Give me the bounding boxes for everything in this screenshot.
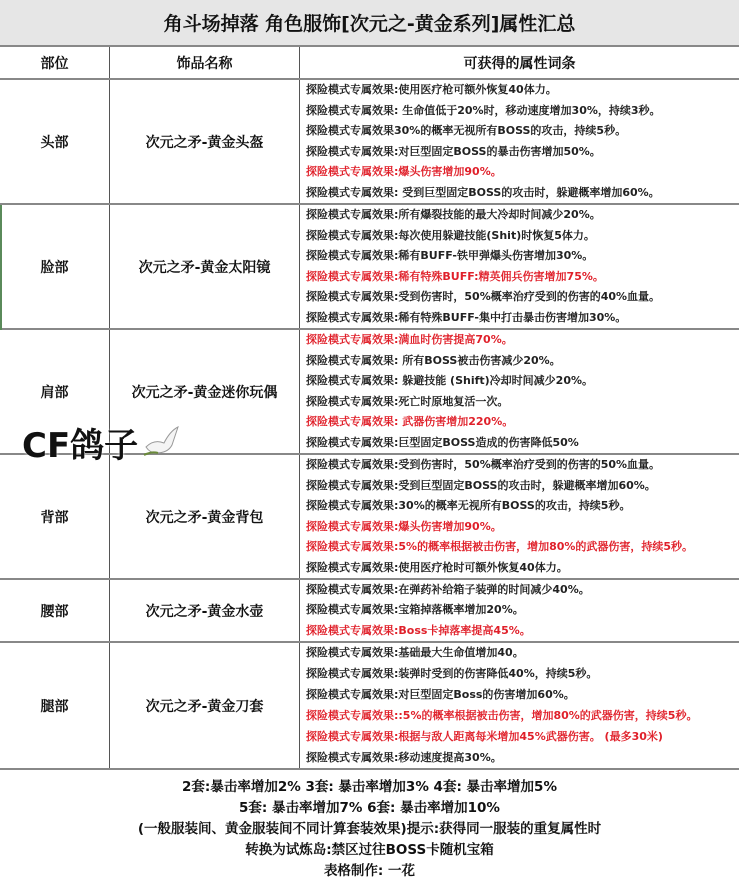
attr-line: 探险模式专属效果:移动速度提高30%。 — [306, 750, 502, 764]
attr-line: 探险模式专属效果: 躲避技能 (Shift)冷却时间减少20%。 — [306, 374, 594, 388]
footer-line: (一般服装间、黄金服装间不同计算套装效果)提示:获得同一服装的重复属性时 — [137, 820, 602, 837]
attr-line: 探险模式专属效果: 受到巨型固定BOSS的攻击时，躲避概率增加60%。 — [306, 185, 660, 199]
attr-line: 探险模式专属效果: 武器伤害增加220%。 — [306, 415, 514, 429]
header-attrs: 可获得的属性词条 — [463, 55, 576, 72]
attr-line: 探险模式专属效果:宝箱掉落概率增加20%。 — [306, 603, 524, 617]
table-header — [0, 47, 739, 80]
part-cell: 腰部 — [0, 580, 110, 641]
attr-line: 探险模式专属效果:巨型固定BOSS造成的伤害降低50% — [306, 435, 579, 449]
attr-line: 探险模式专属效果:30%的概率无视所有BOSS的攻击，持续5秒。 — [306, 499, 631, 513]
part-cell: 背部 — [0, 455, 110, 578]
attrs-cell — [300, 580, 739, 641]
item-name-cell: 次元之矛-黄金头盔 — [110, 80, 300, 203]
dove-icon — [142, 425, 182, 461]
footer-notes — [0, 770, 739, 885]
attr-line: 探险模式专属效果:稀有特殊BUFF:精英佣兵伤害增加75%。 — [306, 269, 604, 283]
attr-line: 探险模式专属效果:稀有BUFF-铁甲弹爆头伤害增加30%。 — [306, 249, 594, 263]
attr-line: 探险模式专属效果:根据与敌人距离每米增加45%武器伤害。 (最多30米) — [306, 729, 663, 743]
attrs-cell — [300, 80, 739, 203]
left-accent-line — [0, 205, 2, 330]
attr-line: 探险模式专属效果:基础最大生命值增加40。 — [306, 646, 524, 660]
attr-line: 探险模式专属效果:Boss卡掉落率提高45%。 — [306, 623, 531, 637]
table-row — [0, 205, 739, 330]
attr-line: 探险模式专属效果30%的概率无视所有BOSS的攻击，持续5秒。 — [306, 124, 627, 138]
attr-line: 探险模式专属效果:使用医疗枪可额外恢复40体力。 — [306, 83, 557, 97]
attr-line: 探险模式专属效果:死亡时原地复活一次。 — [306, 394, 509, 408]
attrs-cell — [300, 330, 739, 453]
watermark — [22, 418, 182, 467]
item-name-cell: 次元之矛-黄金刀套 — [110, 643, 300, 768]
footer-line: 5套: 暴击率增加7% 6套: 暴击率增加10% — [239, 799, 500, 816]
attr-line: 探险模式专属效果:5%的概率根据被击伤害，增加80%的武器伤害，持续5秒。 — [306, 540, 694, 554]
attrs-cell — [300, 643, 739, 768]
attrs-cell — [300, 455, 739, 578]
table-row — [0, 80, 739, 205]
part-cell: 头部 — [0, 80, 110, 203]
table-row — [0, 580, 739, 643]
footer-line: 转换为试炼岛:禁区过往BOSS卡随机宝箱 — [245, 841, 494, 858]
attrs-cell — [300, 205, 739, 328]
attr-line: 探险模式专属效果:使用医疗枪时可额外恢复40体力。 — [306, 560, 568, 574]
footer-line: 2套:暴击率增加2% 3套: 暴击率增加3% 4套: 暴击率增加5% — [182, 778, 557, 795]
item-name-cell: 次元之矛-黄金太阳镜 — [110, 205, 300, 328]
header-part: 部位 — [0, 47, 110, 78]
attr-line: 探险模式专属效果:在弹药补给箱子装弹的时间减少40%。 — [306, 583, 590, 597]
footer-line: 表格制作: 一花 — [323, 862, 416, 879]
part-cell: 腿部 — [0, 643, 110, 768]
item-name-cell: 次元之矛-黄金背包 — [110, 455, 300, 578]
attr-line: 探险模式专属效果:对巨型固定BOSS的暴击伤害增加50%。 — [306, 144, 601, 158]
table-row — [0, 455, 739, 580]
attr-line: 探险模式专属效果:对巨型固定Boss的伤害增加60%。 — [306, 688, 575, 702]
part-cell: 肩部 — [0, 330, 110, 453]
item-name-cell: 次元之矛-黄金水壶 — [110, 580, 300, 641]
attr-line: 探险模式专属效果:装弹时受到的伤害降低40%，持续5秒。 — [306, 667, 598, 681]
attr-line: 探险模式专属效果:每次使用躲避技能(Shit)时恢复5体力。 — [306, 228, 595, 242]
item-name-cell: 次元之矛-黄金迷你玩偶 — [110, 330, 300, 453]
attr-line: 探险模式专属效果: 生命值低于20%时，移动速度增加30%，持续3秒。 — [306, 103, 661, 117]
attr-line: 探险模式专属效果:受到巨型固定BOSS的攻击时，躲避概率增加60%。 — [306, 478, 656, 492]
attr-line: 探险模式专属效果:爆头伤害增加90%。 — [306, 165, 502, 179]
attr-line: 探险模式专属效果::5%的概率根据被击伤害，增加80%的武器伤害，持续5秒。 — [306, 708, 698, 722]
attr-line: 探险模式专属效果:满血时伤害提高70%。 — [306, 333, 513, 347]
attr-line: 探险模式专属效果:受到伤害时，50%概率治疗受到的伤害的50%血量。 — [306, 458, 661, 472]
part-cell: 脸部 — [0, 205, 110, 328]
attr-line: 探险模式专属效果: 所有BOSS被击伤害减少20%。 — [306, 353, 561, 367]
header-name: 饰品名称 — [110, 47, 300, 78]
table-row — [0, 643, 739, 770]
table-title: 角斗场掉落 角色服饰[次元之-黄金系列]属性汇总 — [0, 0, 739, 47]
attr-line: 探险模式专属效果:稀有特殊BUFF-集中打击暴击伤害增加30%。 — [306, 310, 627, 324]
attr-line: 探险模式专属效果:受到伤害时，50%概率治疗受到的伤害的40%血量。 — [306, 290, 661, 304]
watermark-text: CF鸽子 — [22, 426, 139, 466]
attr-line: 探险模式专属效果:爆头伤害增加90%。 — [306, 519, 502, 533]
attr-line: 探险模式专属效果:所有爆裂技能的最大冷却时间减少20%。 — [306, 208, 601, 222]
